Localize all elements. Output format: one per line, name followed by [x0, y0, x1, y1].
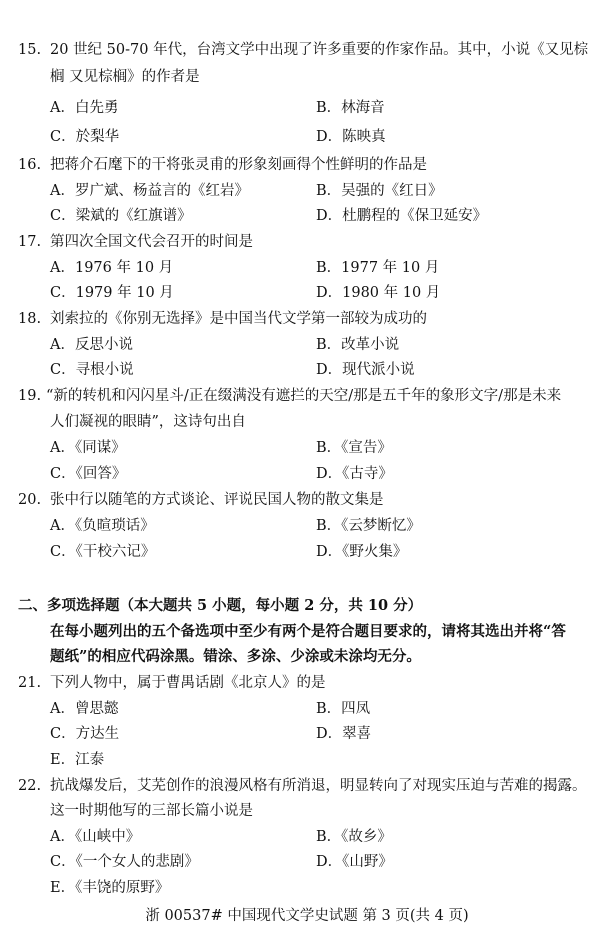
question-21-stem-line-1: 下列人物中，属于曹禺话剧《北京人》的是: [50, 675, 326, 691]
question-19-stem-line-2: 人们凝视的眼睛”，这诗句出自: [50, 414, 246, 430]
section-2-title: [18, 596, 422, 616]
question-18-option-b: B．改革小说: [316, 337, 400, 353]
question-21-option-a: A．曾思懿: [50, 701, 119, 717]
question-22-stem-line-2: 这一时期他写的三部长篇小说是: [50, 803, 253, 819]
question-21-number: 21.: [18, 675, 42, 691]
question-15-option-c: C．於梨华: [50, 129, 120, 145]
question-19-stem-line-1: “新的转机和闪闪星斗/正在缀满没有遮拦的天空/那是五千年的象形文字/那是未来: [46, 388, 562, 404]
question-19-option-d: D．《古寺》: [316, 466, 393, 482]
question-20-option-c: C．《干校六记》: [50, 544, 156, 560]
question-22-stem-line-1: 抗战爆发后，艾芜创作的浪漫风格有所消退，明显转向了对现实压迫与苦难的揭露。: [50, 778, 587, 794]
question-22-option-a: A．《山峡中》: [50, 829, 141, 845]
question-20-option-b: B．《云梦断忆》: [316, 518, 421, 534]
question-20-stem-line-1: 张中行以随笔的方式谈论、评说民国人物的散文集是: [50, 492, 384, 508]
section-2-instructions-line-1: 在每小题列出的五个备选项中至少有两个是符合题目要求的，请将其选出并将“答: [50, 623, 566, 640]
question-21-option-b: B．四凤: [316, 701, 371, 717]
question-15-option-a: A．白先勇: [50, 100, 119, 116]
question-18-option-c: C．寻根小说: [50, 362, 134, 378]
question-20-number: 20.: [18, 492, 42, 508]
question-20-option-d: D．《野火集》: [316, 544, 408, 560]
page-footer: 浙 00537# 中国现代文学史试题 第 3 页(共 4 页): [145, 908, 469, 924]
question-22-option-d: D．《山野》: [316, 854, 393, 870]
question-22-number: 22.: [18, 778, 42, 794]
question-16-option-b: B．吴强的《红日》: [316, 183, 443, 199]
question-19-option-b: B．《宣告》: [316, 440, 392, 456]
question-15-option-d: D．陈映真: [316, 129, 386, 145]
question-19-option-a: A．《同谋》: [50, 440, 126, 456]
question-18-option-d: D．现代派小说: [316, 362, 415, 378]
question-16-number: 16.: [18, 157, 42, 173]
question-17-option-c: C．1979 年 10 月: [50, 285, 174, 301]
question-16-option-d: D．杜鹏程的《保卫延安》: [316, 208, 488, 224]
question-17-option-a: A．1976 年 10 月: [50, 260, 174, 276]
question-16-option-a: A．罗广斌、杨益言的《红岩》: [50, 183, 249, 199]
question-18-number: 18.: [18, 311, 42, 327]
question-19-number: 19.: [18, 388, 42, 404]
question-17-stem-line-1: 第四次全国文代会召开的时间是: [50, 234, 253, 250]
question-21-option-e: E．江泰: [50, 752, 105, 768]
question-15-stem-line-2: 榈 又见棕榈》的作者是: [50, 69, 200, 85]
question-15-stem-line-1: 20 世纪 50-70 年代，台湾文学中出现了许多重要的作家作品。其中，小说《又见棕: [50, 42, 589, 58]
question-16-option-c: C．梁斌的《红旗谱》: [50, 208, 192, 224]
question-17-option-b: B．1977 年 10 月: [316, 260, 440, 276]
question-18-stem-line-1: 刘索拉的《你别无选择》是中国当代文学第一部较为成功的: [50, 311, 427, 327]
question-16-stem-line-1: 把蒋介石麾下的干将张灵甫的形象刻画得个性鲜明的作品是: [50, 157, 427, 173]
question-21-option-d: D．翠喜: [316, 726, 372, 742]
question-17-option-d: D．1980 年 10 月: [316, 285, 441, 301]
question-21-option-c: C．方达生: [50, 726, 120, 742]
question-20-option-a: A．《负暄琐话》: [50, 518, 155, 534]
question-15-option-b: B．林海音: [316, 100, 385, 116]
question-22-option-b: B．《故乡》: [316, 829, 392, 845]
question-15-number: 15.: [18, 42, 42, 58]
question-18-option-a: A．反思小说: [50, 337, 133, 353]
question-19-option-c: C．《回答》: [50, 466, 127, 482]
section-2-instructions-line-2: 题纸”的相应代码涂黑。错涂、多涂、少涂或未涂均无分。: [50, 648, 421, 665]
question-22-option-e: E．《丰饶的原野》: [50, 880, 170, 896]
section-2-title-text: 二、多项选择题（本大题共 5 小题，每小题 2 分，共 10 分）: [18, 597, 423, 614]
question-17-number: 17.: [18, 234, 42, 250]
question-22-option-c: C．《一个女人的悲剧》: [50, 854, 199, 870]
